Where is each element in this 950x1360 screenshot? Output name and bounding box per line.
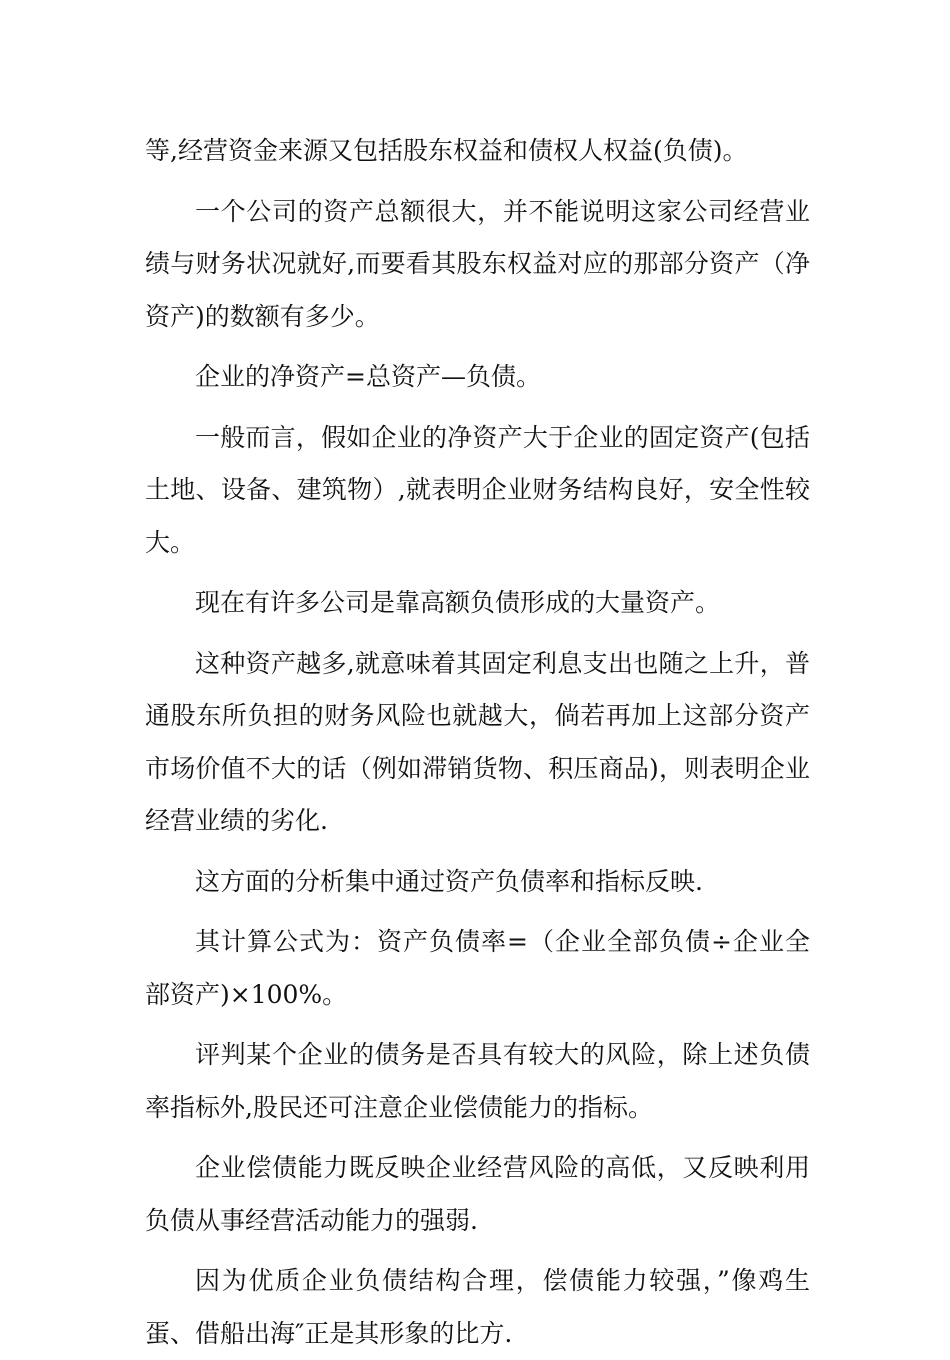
paragraph: 因为优质企业负债结构合理，偿债能力较强，”像鸡生蛋、借船出海″正是其形象的比方. [145, 1266, 810, 1348]
paragraph: 现在有许多公司是靠高额负债形成的大量资产。 [195, 588, 721, 617]
paragraph: 企业的净资产=总资产—负债。 [195, 362, 541, 391]
paragraph: 这种资产越多,就意味着其固定利息支出也随之上升，普通股东所负担的财务风险也就越大，倘若再加上这部分资产市场价值不大的话（例如滞销货物、积压商品)，则表明企业经营业绩的劣化. [145, 648, 810, 835]
paragraph: 一般而言，假如企业的净资产大于企业的固定资产(包括土地、设备、建筑物）,就表明企业财务结构良好，安全性较大。 [145, 422, 810, 557]
paragraph: 这方面的分析集中通过资产负债率和指标反映. [195, 866, 703, 896]
document-body [145, 125, 810, 1360]
paragraph: 等,经营资金来源又包括股东权益和债权人权益(负债)。 [145, 136, 748, 165]
paragraph: 评判某个企业的债务是否具有较大的风险，除上述负债率指标外,股民还可注意企业偿债能力的指标。 [145, 1040, 810, 1122]
paragraph: 企业偿债能力既反映企业经营风险的高低，又反映利用负债从事经营活动能力的强弱. [145, 1153, 810, 1235]
paragraph: 其计算公式为：资产负债率=（企业全部负债÷企业全部资产)×100%。 [145, 927, 810, 1009]
paragraph: 一个公司的资产总额很大，并不能说明这家公司经营业绩与财务状况就好,而要看其股东权益对应的那部分资产（净资产)的数额有多少。 [145, 196, 810, 331]
